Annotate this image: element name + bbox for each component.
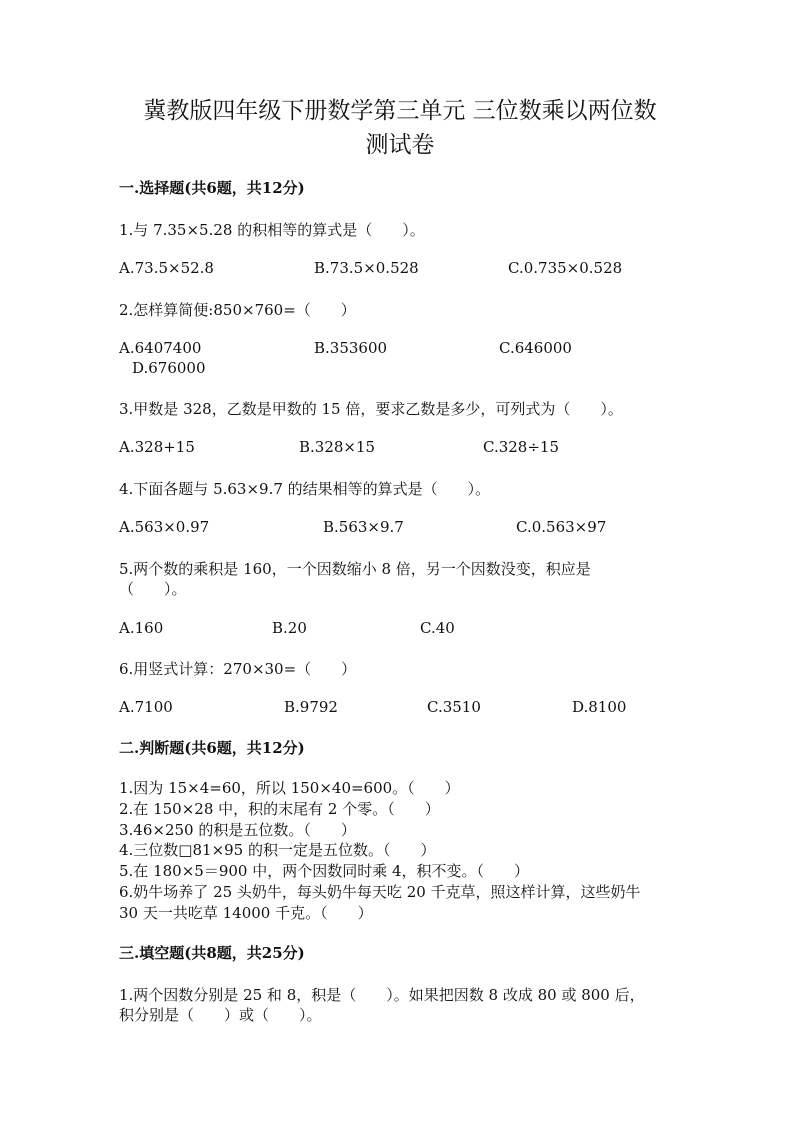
q1-6-option-a: A.7100: [119, 698, 173, 716]
judge-list: [119, 778, 641, 924]
q1-3-option-b: B.328×15: [299, 438, 376, 456]
judge-item-cont: 30 天一共吃草 14000 千克。（ ）: [119, 903, 373, 922]
q1-5-option-a: A.160: [119, 619, 164, 637]
q1-2-option-d: D.676000: [132, 359, 206, 377]
section-heading-judge: 二.判断题(共6题，共12分): [119, 739, 305, 757]
q1-4-option-a: A.563×0.97: [119, 518, 210, 536]
page-title: [100, 94, 700, 162]
q1-2-option-a: A.6407400: [119, 339, 202, 357]
q1-6-option-c: C.3510: [427, 698, 481, 716]
judge-item: 3.46×250 的积是五位数。（ ）: [119, 820, 356, 839]
q1-1-option-c: C.0.735×0.528: [508, 259, 623, 277]
question-1-5: 5.两个数的乘积是 160，一个因数缩小 8 倍，另一个因数没变，积应是: [119, 560, 591, 578]
judge-item: 6.奶牛场养了 25 头奶牛，每头奶牛每天吃 20 千克草，照这样计算，这些奶牛: [119, 882, 641, 901]
q1-4-option-c: C.0.563×97: [516, 518, 607, 536]
judge-item: 4.三位数□81×95 的积一定是五位数。（ ）: [119, 841, 436, 860]
title-line-1: 冀教版四年级下册数学第三单元 三位数乘以两位数: [143, 98, 657, 124]
question-1-5-cont: （ ）。: [119, 580, 187, 598]
q1-4-option-b: B.563×9.7: [323, 518, 404, 536]
question-1-6: 6.用竖式计算：270×30=（ ）: [119, 660, 357, 678]
q1-2-option-c: C.646000: [499, 339, 572, 357]
judge-item: 2.在 150×28 中，积的末尾有 2 个零。（ ）: [119, 799, 440, 818]
question-1-3: 3.甲数是 328，乙数是甲数的 15 倍，要求乙数是多少，可列式为（ ）。: [119, 400, 623, 418]
q1-6-option-d: D.8100: [572, 698, 627, 716]
section-heading-fill: 三.填空题(共8题，共25分): [119, 944, 305, 962]
question-1-4: 4.下面各题与 5.63×9.7 的结果相等的算式是（ ）。: [119, 480, 491, 498]
q1-3-option-c: C.328÷15: [483, 438, 559, 456]
title-line-2: 测试卷: [365, 132, 435, 158]
q1-1-option-a: A.73.5×52.8: [119, 259, 214, 277]
q1-1-option-b: B.73.5×0.528: [314, 259, 419, 277]
q1-3-option-a: A.328+15: [119, 438, 195, 456]
q1-6-option-b: B.9792: [284, 698, 338, 716]
question-3-1: 1.两个因数分别是 25 和 8，积是（ ）。如果把因数 8 改成 80 或 800 后，: [119, 986, 645, 1004]
question-3-1-cont: 积分别是（ ）或（ ）。: [119, 1006, 322, 1024]
question-1-1: 1.与 7.35×5.28 的积相等的算式是（ ）。: [119, 221, 425, 239]
section-heading-choice: 一.选择题(共6题，共12分): [119, 179, 305, 197]
q1-2-option-b: B.353600: [314, 339, 388, 357]
question-1-2: 2.怎样算简便:850×760=（ ）: [119, 301, 356, 319]
judge-item: 1.因为 15×4=60，所以 150×40=600。（ ）: [119, 779, 460, 797]
judge-item: 5.在 180×5＝900 中，两个因数同时乘 4，积不变。（ ）: [119, 862, 530, 881]
q1-5-option-c: C.40: [420, 619, 455, 637]
q1-5-option-b: B.20: [272, 619, 307, 637]
